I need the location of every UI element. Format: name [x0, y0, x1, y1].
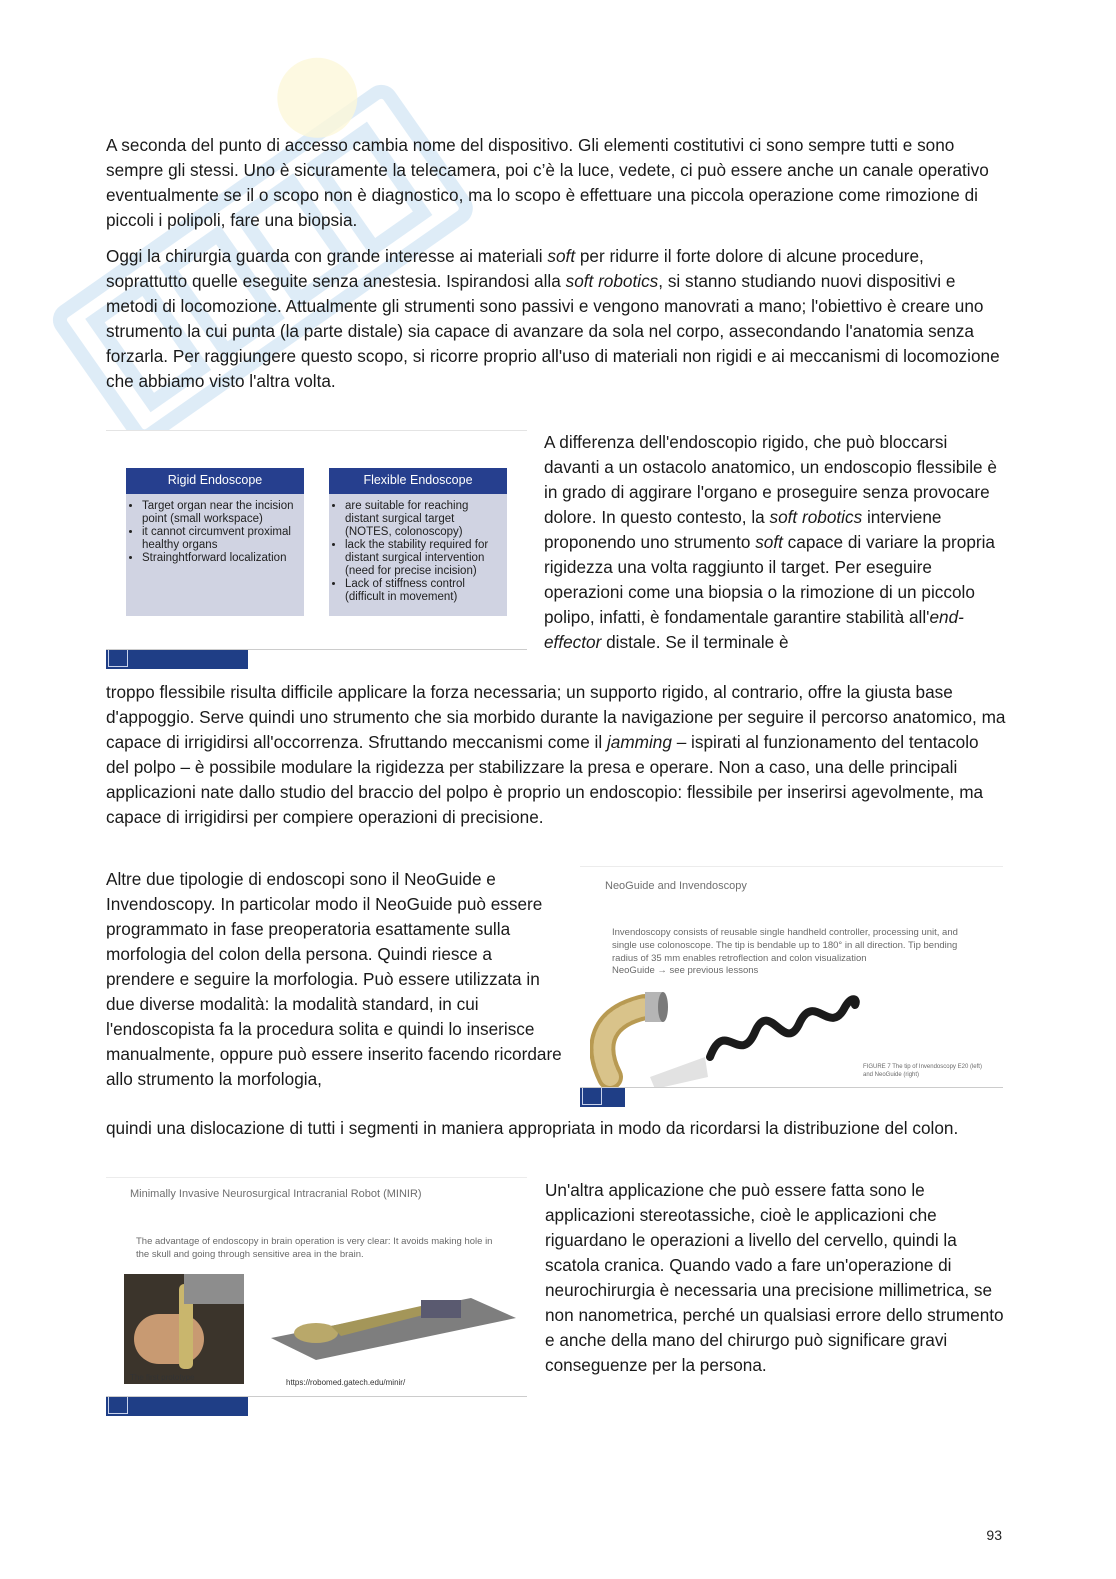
- robot-render: [271, 1278, 516, 1368]
- university-logo: [108, 649, 128, 667]
- list-item: • it cannot circumvent proximal healthy organs: [142, 526, 296, 552]
- slide-text-neoguide: NeoGuide → see previous lessons: [612, 965, 759, 976]
- university-logo: [108, 1396, 128, 1414]
- prototype-photo: [124, 1274, 244, 1384]
- paragraph-neoguide: Altre due tipologie di endoscopi sono il NeoGuide e Invendoscopy. In particolar modo il NeoGuide può essere programmato in fase preoperatoria esattamente sulla morfologia del colon della persona. Quindi riesce a prendere e seguire la morfologia. Può essere utilizzata in due diverse modalità: la modalità standard, in cui l'endoscopista fa la procedura solita e quindi lo inserisce manualmente, oppure può essere inserito facendo ricordare allo strumento la morfologia,: [106, 869, 562, 1089]
- list-item: • Target organ near the incision point (small workspace): [142, 500, 296, 526]
- slide-title: Minimally Invasive Neurosurgical Intracranial Robot (MINIR): [130, 1188, 422, 1200]
- flexible-endoscope-header: Flexible Endoscope: [329, 468, 507, 494]
- endoscope-images: [590, 977, 890, 1087]
- list-item: • lack the stability required for distant surgical intervention (need for precise incision): [345, 539, 499, 578]
- slide-text: Invendoscopy consists of reusable single handheld controller, processing unit, and single use colonoscope. The tip is bendable up to 180° in all direction. Tip bending radius of 35 mm enables retroflection and colon visualization: [612, 927, 958, 964]
- paragraph-jamming: troppo flessibile risulta difficile applicare la forza necessaria; un supporto rigido, al contrario, offre la giusta base d'appoggio. Serve quindi uno strumento che sia morbido durante la navigazione per seguire il percorso anatomico, ma capace di irrigidirsi all'occorrenza. Sfruttando meccanismi come il jamming – ispirati al funzionamento del tentacolo del polpo – è possibile modulare la rigidezza per stabilizzare la presa e operare. Non a caso, una delle principali applicazioni nate dallo studio del braccio del polpo è proprio un endoscopio: flessibile per inserirsi agevolmente, ma capace di irrigidirsi per compiere operazioni di precisione.: [106, 682, 1006, 827]
- paragraph-colon: quindi una dislocazione di tutti i segmenti in maniera appropriata in modo da ricordarsi la distribuzione del colon.: [106, 1118, 959, 1138]
- flexible-endoscope-list: [329, 494, 507, 616]
- figure-caption: FIGURE 7 The tip of Invendoscopy E20 (left) and NeoGuide (right): [863, 1064, 982, 1078]
- rigid-endoscope-header: Rigid Endoscope: [126, 468, 304, 494]
- paragraph-intro: A seconda del punto di accesso cambia nome del dispositivo. Gli elementi costitutivi ci sono sempre tutti e sono sempre gli stessi. Uno è sicuramente la telecamera, poi c’è la luce, vedete, ci può essere anche un canale operativo eventualmente se il o scopo non è diagnostico, ma lo scopo è effettuare una piccola operazione come rimozione di piccoli i polipoli, fare una biopsia.: [106, 135, 989, 230]
- rigid-endoscope-list: [126, 494, 304, 616]
- slide-minir: [106, 1177, 527, 1416]
- prototype-caption: The first prototype: [130, 1373, 195, 1382]
- page-number: 93: [986, 1527, 1002, 1543]
- slide-text: The advantage of endoscopy in brain operation is very clear: It avoids making hole in the skull and going through sensitive area in the brain.: [136, 1236, 493, 1260]
- slide-title: NeoGuide and Invendoscopy: [605, 880, 747, 892]
- paragraph-stereotactic: Un'altra applicazione che può essere fatta sono le applicazioni stereotassiche, cioè le applicazioni che riguardano le operazioni a livello del cervello, quindi la scatola cranica. Quando vado a fare un'operazione di neurochirurgia è necessaria una precisione millimetrica, se non nanometrica, perché un qualsiasi errore dello strumento e anche della mano del chirurgo può significare gravi conseguenze per la persona.: [545, 1180, 1004, 1375]
- list-item: • Strainghtforward localization: [142, 552, 296, 565]
- list-item: • are suitable for reaching distant surgical target (NOTES, colonoscopy): [345, 500, 499, 539]
- list-item: • Lack of stiffness control (difficult in movement): [345, 578, 499, 604]
- paragraph-soft-materials: Oggi la chirurgia guarda con grande interesse ai materiali soft per ridurre il forte dolore di alcune procedure, soprattutto quelle eseguite senza anestesia. Ispirandosi alla soft robotics, si stanno studiando nuovi dispositivi e metodi di locomozione. Attualmente gli strumenti sono passivi e vengono manovrati a mano; l'obiettivo è creare uno strumento la cui punta (la parte distale) sia capace di avanzare da sola nel corpo, assecondando l'anatomia senza forzarla. Per raggiungere questo scopo, si ricorre proprio all'uso di materiali non rigidi e ai meccanismi di locomozione che abbiamo visto l'altra volta.: [106, 246, 1000, 391]
- slide-rigid-vs-flexible: [106, 430, 527, 669]
- university-logo: [582, 1087, 602, 1105]
- slide-neoguide-invendoscopy: [580, 866, 1003, 1107]
- paragraph-flexible-endoscope: A differenza dell'endoscopio rigido, che può bloccarsi davanti a un ostacolo anatomico, un endoscopio flessibile è in grado di aggirare l'organo e proseguire senza provocare dolore. In questo contesto, la soft robotics interviene proponendo uno strumento soft capace di variare la propria rigidezza una volta raggiunto il target. Per eseguire operazioni come una biopsia o la rimozione di un piccolo polipo, infatti, è fondamentale garantire stabilità all'end-effector distale. Se il terminale è: [544, 432, 997, 652]
- url-text: https://robomed.gatech.edu/minir/: [286, 1378, 406, 1387]
